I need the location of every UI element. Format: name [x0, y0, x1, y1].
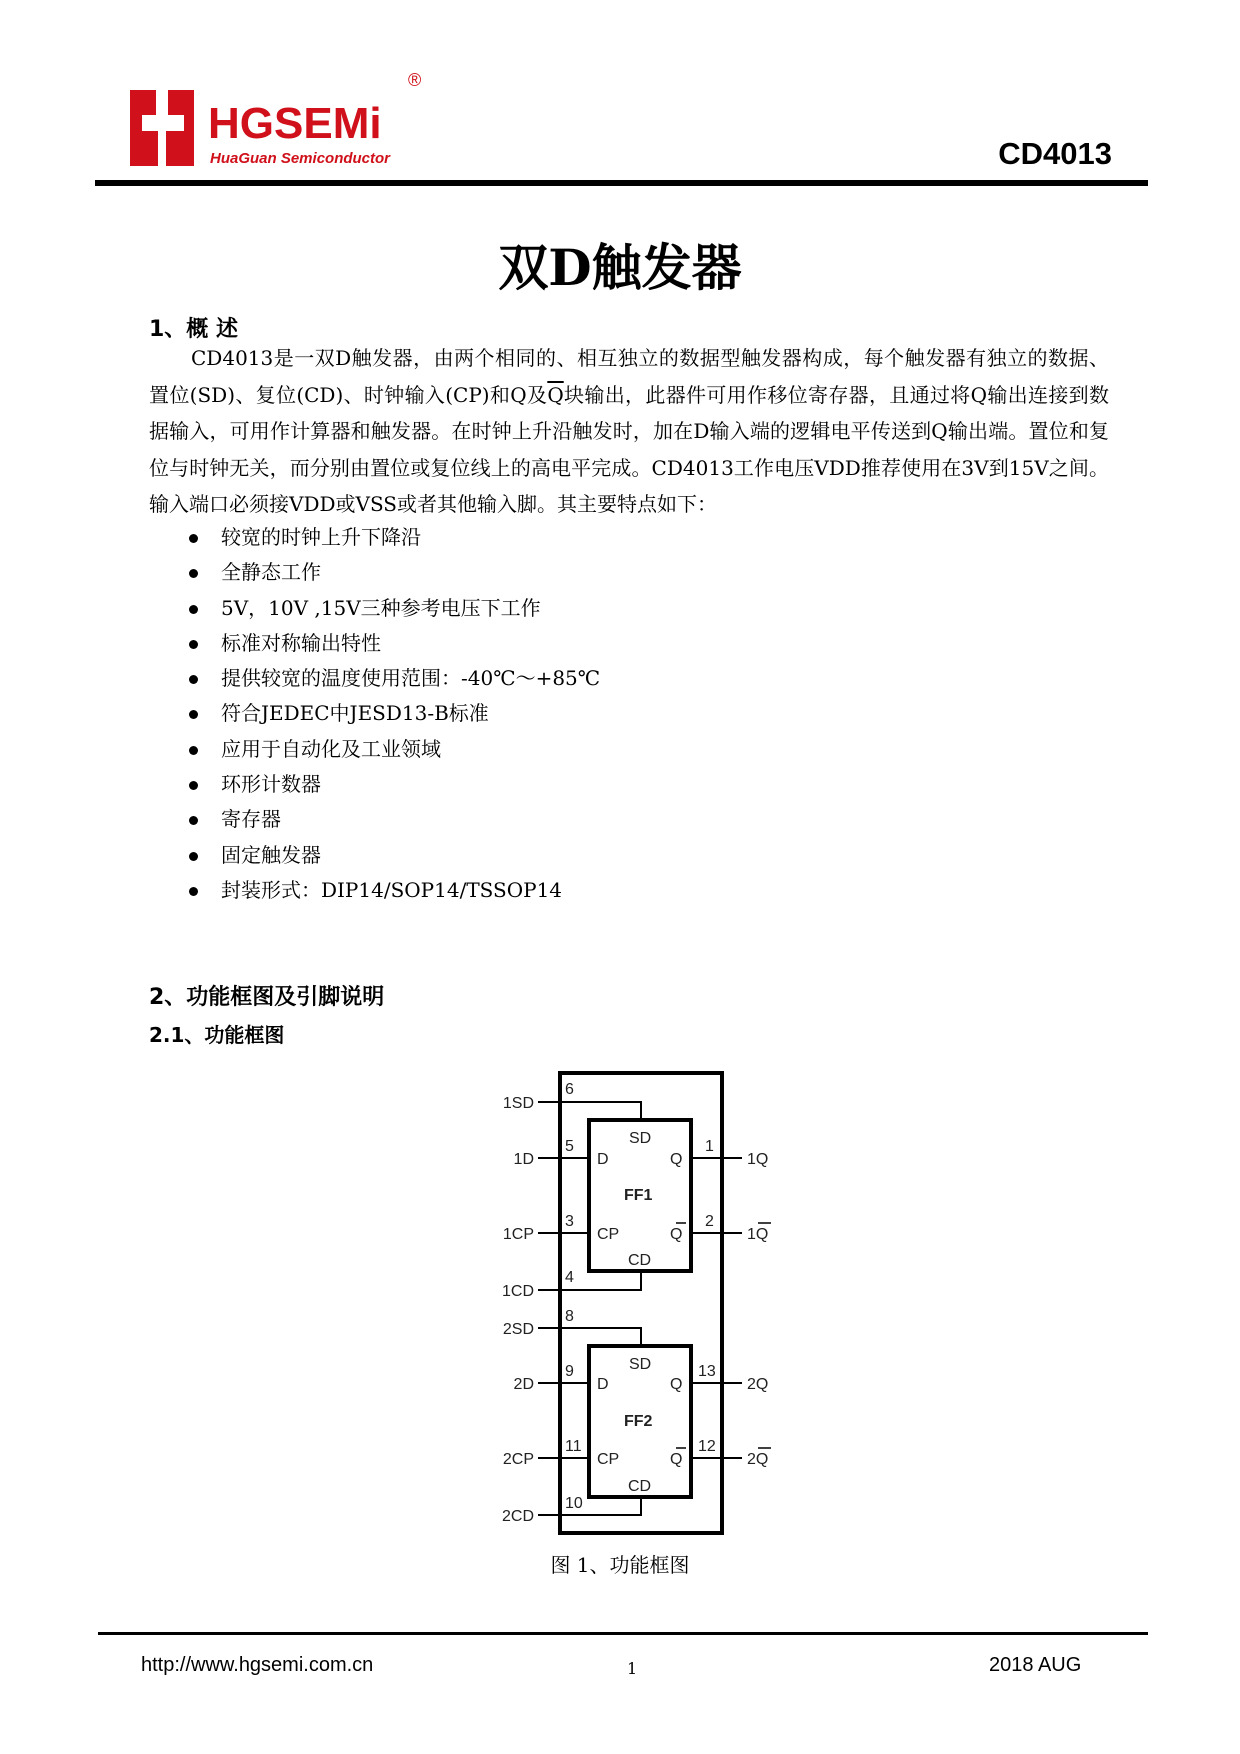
list-item: 符合JEDEC中JESD13-B标准 — [180, 696, 600, 731]
ff-pin-label: Q — [670, 1226, 683, 1243]
ff-name: FF2 — [624, 1413, 653, 1430]
ff-pin-label: Q — [670, 1451, 683, 1468]
figure-caption: 图 1、功能框图 — [550, 1553, 690, 1577]
pin-number: 4 — [565, 1269, 574, 1286]
ff-pin-label: D — [597, 1151, 609, 1168]
pin-number: 2 — [705, 1213, 714, 1230]
pin-label: 2Q — [747, 1376, 769, 1393]
pin-number: 8 — [565, 1308, 574, 1325]
list-item: 固定触发器 — [180, 838, 600, 873]
pin-number: 13 — [698, 1363, 716, 1380]
model-number: CD4013 — [998, 136, 1112, 171]
section-heading-diagram: 2、功能框图及引脚说明 — [149, 985, 385, 1010]
pin-label: 2SD — [502, 1321, 534, 1338]
ff-pin-label: CD — [628, 1252, 652, 1269]
ff-pin-label: Q — [670, 1151, 683, 1168]
list-item: 封装形式：DIP14/SOP14/TSSOP14 — [180, 873, 600, 908]
list-item: 较宽的时钟上升下降沿 — [180, 520, 600, 555]
pin-number: 5 — [565, 1138, 574, 1155]
pin-label: 1Q — [747, 1151, 769, 1168]
list-item: 提供较宽的温度使用范围：-40℃～+85℃ — [180, 661, 600, 696]
page-title: 双D触发器 — [498, 238, 742, 297]
svg-text:®: ® — [408, 70, 422, 90]
pin-label: 1SD — [502, 1095, 534, 1112]
q-bar: $\overline{Q}$ — [547, 382, 564, 407]
pin-number: 6 — [565, 1081, 574, 1098]
pin-label: 2CP — [502, 1451, 534, 1468]
pin-label: 1D — [513, 1151, 534, 1168]
list-item: 寄存器 — [180, 802, 600, 837]
list-item: 全静态工作 — [180, 555, 600, 590]
ff-pin-label: D — [597, 1376, 609, 1393]
pin-label: 1Q — [747, 1226, 769, 1243]
svg-text:HGSEMi: HGSEMi — [208, 99, 382, 148]
ff-pin-label: CP — [597, 1451, 620, 1468]
pin-label: 2Q — [747, 1451, 769, 1468]
pin-number: 1 — [705, 1138, 714, 1155]
section-heading-overview: 1、概 述 — [149, 317, 238, 342]
ff-pin-label: SD — [629, 1356, 652, 1373]
para-text: CD4013是一双D触发器，由两个相同的、相互独立的数据型触发器构成，每个触发器有独立的数据、置位(SD)、复位(CD)、时钟输入(CP)和Q及 — [149, 346, 1109, 407]
list-item: 标准对称输出特性 — [180, 626, 600, 661]
ff-pin-label: Q — [670, 1376, 683, 1393]
footer-rule — [98, 1632, 1148, 1635]
footer-date: 2018 AUG — [989, 1654, 1082, 1676]
ff-pin-label: CD — [628, 1478, 652, 1495]
pin-label: 1CD — [501, 1283, 534, 1300]
ff-pin-label: SD — [629, 1130, 652, 1147]
footer-url[interactable]: http://www.hgsemi.com.cn — [141, 1654, 374, 1676]
pin-number: 9 — [565, 1363, 574, 1380]
pin-label: 1CP — [502, 1226, 534, 1243]
pin-number: 10 — [565, 1495, 583, 1512]
list-item: 5V，10V ,15V三种参考电压下工作 — [180, 591, 600, 626]
pin-number: 11 — [565, 1438, 582, 1455]
page-number: 1 — [627, 1659, 638, 1678]
pin-number: 3 — [565, 1213, 574, 1230]
ff-pin-label: CP — [597, 1226, 620, 1243]
pin-label: 2D — [513, 1376, 534, 1393]
list-item: 环形计数器 — [180, 767, 600, 802]
list-item: 应用于自动化及工业领域 — [180, 732, 600, 767]
para-text: 块输出，此器件可用作移位寄存器，且通过将Q输出连接到数据输入，可用作计算器和触发器。在时钟上升沿触发时，加在D输入端的逻辑电平传送到Q输出端。置位和复位与时钟无关，而分别由置位或复位线上的高电平完成。CD4013工作电压VDD推荐使用在3V到15V之间。输入端口必须接VDD或VSS或者其他输入脚。其主要特点如下： — [149, 382, 1109, 517]
ff-name: FF1 — [624, 1187, 653, 1204]
subsection-heading: 2.1、功能框图 — [149, 1023, 285, 1047]
pin-number: 12 — [698, 1438, 716, 1455]
pin-label: 2CD — [501, 1508, 534, 1525]
svg-text:HuaGuan Semiconductor: HuaGuan Semiconductor — [210, 150, 391, 167]
